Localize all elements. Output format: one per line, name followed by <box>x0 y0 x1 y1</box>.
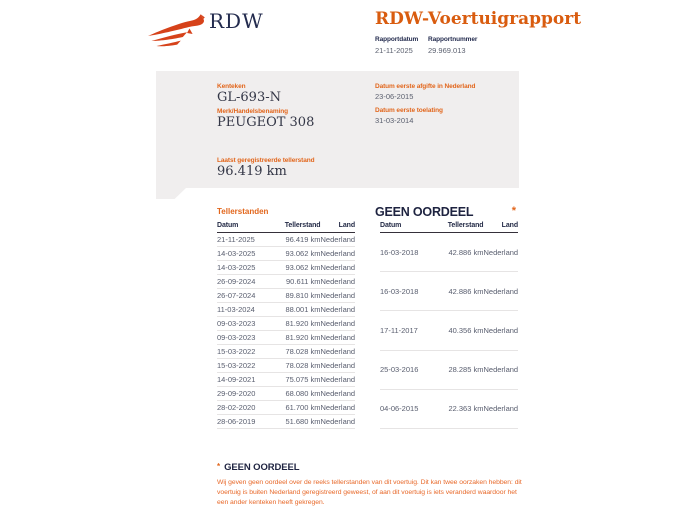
table-cell: 16-03-2018 <box>380 233 438 272</box>
table-cell: Nederland <box>320 275 355 289</box>
table-row <box>380 272 518 311</box>
report-number-group <box>428 36 477 55</box>
table-cell: 75.075 km <box>275 373 321 387</box>
report-date-label: Rapportdatum <box>375 36 419 43</box>
table-cell: 25-03-2016 <box>380 350 438 389</box>
table-row <box>217 303 355 317</box>
table-row <box>217 345 355 359</box>
tellerstanden-table-left <box>217 221 355 429</box>
column-header: Land <box>483 221 518 233</box>
table-cell: 26-07-2024 <box>217 289 275 303</box>
afgifte-value: 23-06-2015 <box>375 92 414 101</box>
card-speech-tail <box>156 188 186 199</box>
column-header: Land <box>320 221 355 233</box>
table-row <box>217 401 355 415</box>
table-cell: 09-03-2023 <box>217 331 275 345</box>
table-cell: 14-03-2025 <box>217 261 275 275</box>
column-header: Datum <box>380 221 438 233</box>
afgifte-label: Datum eerste afgifte in Nederland <box>375 83 476 90</box>
table-cell: 22.363 km <box>438 389 484 428</box>
table-row <box>217 387 355 401</box>
oordeel-status: GEEN OORDEEL <box>375 205 474 219</box>
table-row <box>217 247 355 261</box>
table-cell: 78.028 km <box>275 359 321 373</box>
table-cell: 93.062 km <box>275 261 321 275</box>
tellerstanden-heading: Tellerstanden <box>217 207 269 216</box>
table-row <box>380 233 518 272</box>
table-row <box>217 233 355 247</box>
table-cell: Nederland <box>320 317 355 331</box>
table-cell: Nederland <box>320 247 355 261</box>
table-row <box>217 275 355 289</box>
table-cell: Nederland <box>320 387 355 401</box>
toelating-value: 31-03-2014 <box>375 116 414 125</box>
table-cell: 04-06-2015 <box>380 389 438 428</box>
report-number-value: 29.969.013 <box>428 46 466 55</box>
table-cell: 17-11-2017 <box>380 311 438 350</box>
table-cell: 29-09-2020 <box>217 387 275 401</box>
table-cell: 28-02-2020 <box>217 401 275 415</box>
oordeel-asterisk-icon: * <box>511 205 516 217</box>
table-cell: 68.080 km <box>275 387 321 401</box>
report-date-group <box>375 36 428 55</box>
table-cell: Nederland <box>320 289 355 303</box>
table-cell: 28.285 km <box>438 350 484 389</box>
table-row <box>217 289 355 303</box>
table-cell: 21-11-2025 <box>217 233 275 247</box>
table-row <box>217 415 355 429</box>
merk-value: PEUGEOT 308 <box>217 115 315 130</box>
table-cell: Nederland <box>320 373 355 387</box>
table-cell: Nederland <box>320 303 355 317</box>
report-title: RDW-Voertuigrapport <box>375 9 582 29</box>
table-cell: Nederland <box>483 272 518 311</box>
tellerstand-label: Laatst geregistreerde tellerstand <box>217 157 315 164</box>
table-cell: 81.920 km <box>275 317 321 331</box>
merk-label: Merk/Handelsbenaming <box>217 108 288 115</box>
rdw-bird-logo-icon <box>147 13 207 49</box>
table-row <box>217 373 355 387</box>
table-cell: 09-03-2023 <box>217 317 275 331</box>
table-cell: Nederland <box>320 415 355 429</box>
table-cell: 15-03-2022 <box>217 345 275 359</box>
table-cell: 81.920 km <box>275 331 321 345</box>
geen-oordeel-footnote <box>217 462 523 508</box>
table-cell: 26-09-2024 <box>217 275 275 289</box>
toelating-label: Datum eerste toelating <box>375 107 443 114</box>
table-cell: 89.810 km <box>275 289 321 303</box>
table-cell: 88.001 km <box>275 303 321 317</box>
table-row <box>380 311 518 350</box>
table-cell: 93.062 km <box>275 247 321 261</box>
footnote-body: Wij geven geen oordeel over de reeks tellerstanden van dit voertuig. Dit kan twee oorzaken hebben: dit voertuig is buiten Nederland geregistreerd geweest, of aan dit voertuig is iets veranderd waardoor het een ander kenteken heeft gekregen. <box>217 479 522 506</box>
column-header: Tellerstand <box>275 221 321 233</box>
table-cell: 28-06-2019 <box>217 415 275 429</box>
table-cell: Nederland <box>483 389 518 428</box>
tellerstanden-table-right <box>380 221 518 429</box>
table-cell: Nederland <box>320 261 355 275</box>
table-cell: 42.886 km <box>438 233 484 272</box>
table-row <box>217 331 355 345</box>
table-row <box>217 317 355 331</box>
table-cell: 96.419 km <box>275 233 321 247</box>
table-cell: 11-03-2024 <box>217 303 275 317</box>
footnote-heading: GEEN OORDEEL <box>224 462 300 473</box>
table-cell: 78.028 km <box>275 345 321 359</box>
report-meta <box>375 36 477 55</box>
table-cell: Nederland <box>320 401 355 415</box>
footnote-asterisk-icon: * <box>217 462 221 471</box>
table-cell: 90.611 km <box>275 275 321 289</box>
table-cell: 40.356 km <box>438 311 484 350</box>
table-row <box>217 261 355 275</box>
rdw-wordmark: RDW <box>209 9 264 33</box>
table-cell: Nederland <box>483 233 518 272</box>
table-cell: 14-03-2025 <box>217 247 275 261</box>
table-cell: 42.886 km <box>438 272 484 311</box>
table-cell: 15-03-2022 <box>217 359 275 373</box>
tellerstand-value: 96.419 km <box>217 164 287 179</box>
table-cell: Nederland <box>320 331 355 345</box>
column-header: Datum <box>217 221 275 233</box>
report-number-label: Rapportnummer <box>428 36 478 43</box>
table-row <box>217 359 355 373</box>
column-header: Tellerstand <box>438 221 484 233</box>
kenteken-value: GL-693-N <box>217 90 281 105</box>
table-cell: 14-09-2021 <box>217 373 275 387</box>
table-cell: 61.700 km <box>275 401 321 415</box>
table-row <box>380 350 518 389</box>
table-cell: 51.680 km <box>275 415 321 429</box>
table-cell: Nederland <box>320 359 355 373</box>
table-row <box>380 389 518 428</box>
report-date-value: 21-11-2025 <box>375 46 413 55</box>
table-cell: Nederland <box>320 233 355 247</box>
table-cell: Nederland <box>483 311 518 350</box>
table-cell: Nederland <box>483 350 518 389</box>
table-cell: 16-03-2018 <box>380 272 438 311</box>
kenteken-label: Kenteken <box>217 83 246 90</box>
table-cell: Nederland <box>320 345 355 359</box>
tellerstanden-section <box>217 207 518 429</box>
